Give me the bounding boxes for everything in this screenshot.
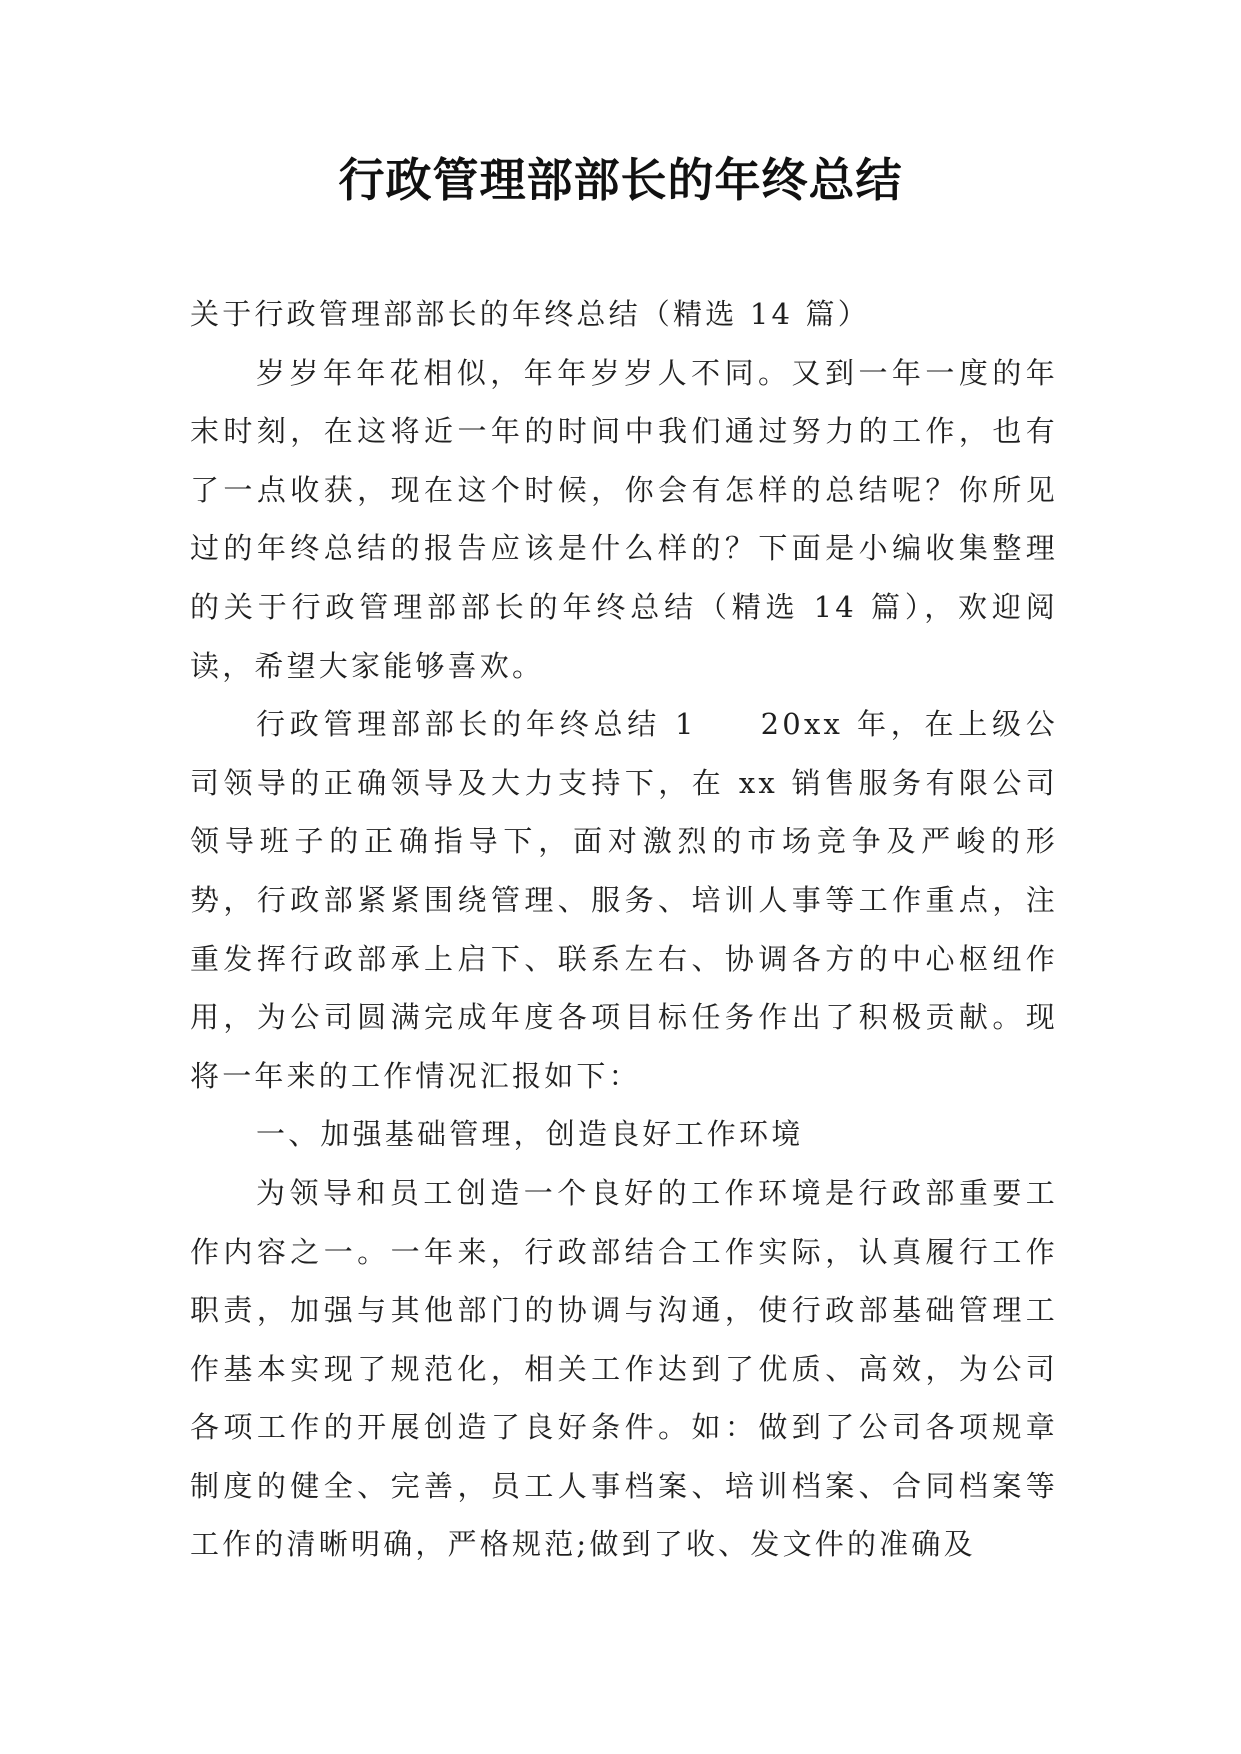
section-1-heading: 行政管理部部长的年终总结 1 [256,707,697,742]
section-1-paragraph [190,695,1058,1105]
intro-paragraph: 岁岁年年花相似，年年岁岁人不同。又到一年一度的年末时刻，在这将近一年的时间中我们通过努力的工作，也有了一点收获，现在这个时候，你会有怎样的总结呢？你所见过的年终总结的报告应该是什么样的？下面是小编收集整理的关于行政管理部部长的年终总结（精选 14 篇），欢迎阅读，希望大家能够喜欢。 [190,355,1058,683]
document-title: 行政管理部部长的年终总结 [338,153,903,207]
section-1-text: 20xx 年，在上级公司领导的正确领导及大力支持下，在 xx 销售服务有限公司领导班子的正确指导下，面对激烈的市场竞争及严峻的形势，行政部紧紧围绕管理、服务、培训人事等工作重点，注重发挥行政部承上启下、联系左右、协调各方的中心枢纽作用，为公司圆满完成年度各项目标任务作出了积极贡献。现将一年来的工作情况汇报如下： [190,707,1058,1093]
point-1-heading: 一、加强基础管理，创造良好工作环境 [256,1117,804,1152]
point-1-paragraph: 为领导和员工创造一个良好的工作环境是行政部重要工作内容之一。一年来，行政部结合工作实际，认真履行工作职责，加强与其他部门的协调与沟通，使行政部基础管理工作基本实现了规范化，相关工作达到了优质、高效，为公司各项工作的开展创造了良好条件。如：做到了公司各项规章制度的健全、完善，员工人事档案、培训档案、合同档案等工作的清晰明确，严格规范;做到了收、发文件的准确及 [190,1175,1058,1562]
document-body [190,285,1058,1574]
document-subtitle: 关于行政管理部部长的年终总结（精选 14 篇） [190,297,870,331]
